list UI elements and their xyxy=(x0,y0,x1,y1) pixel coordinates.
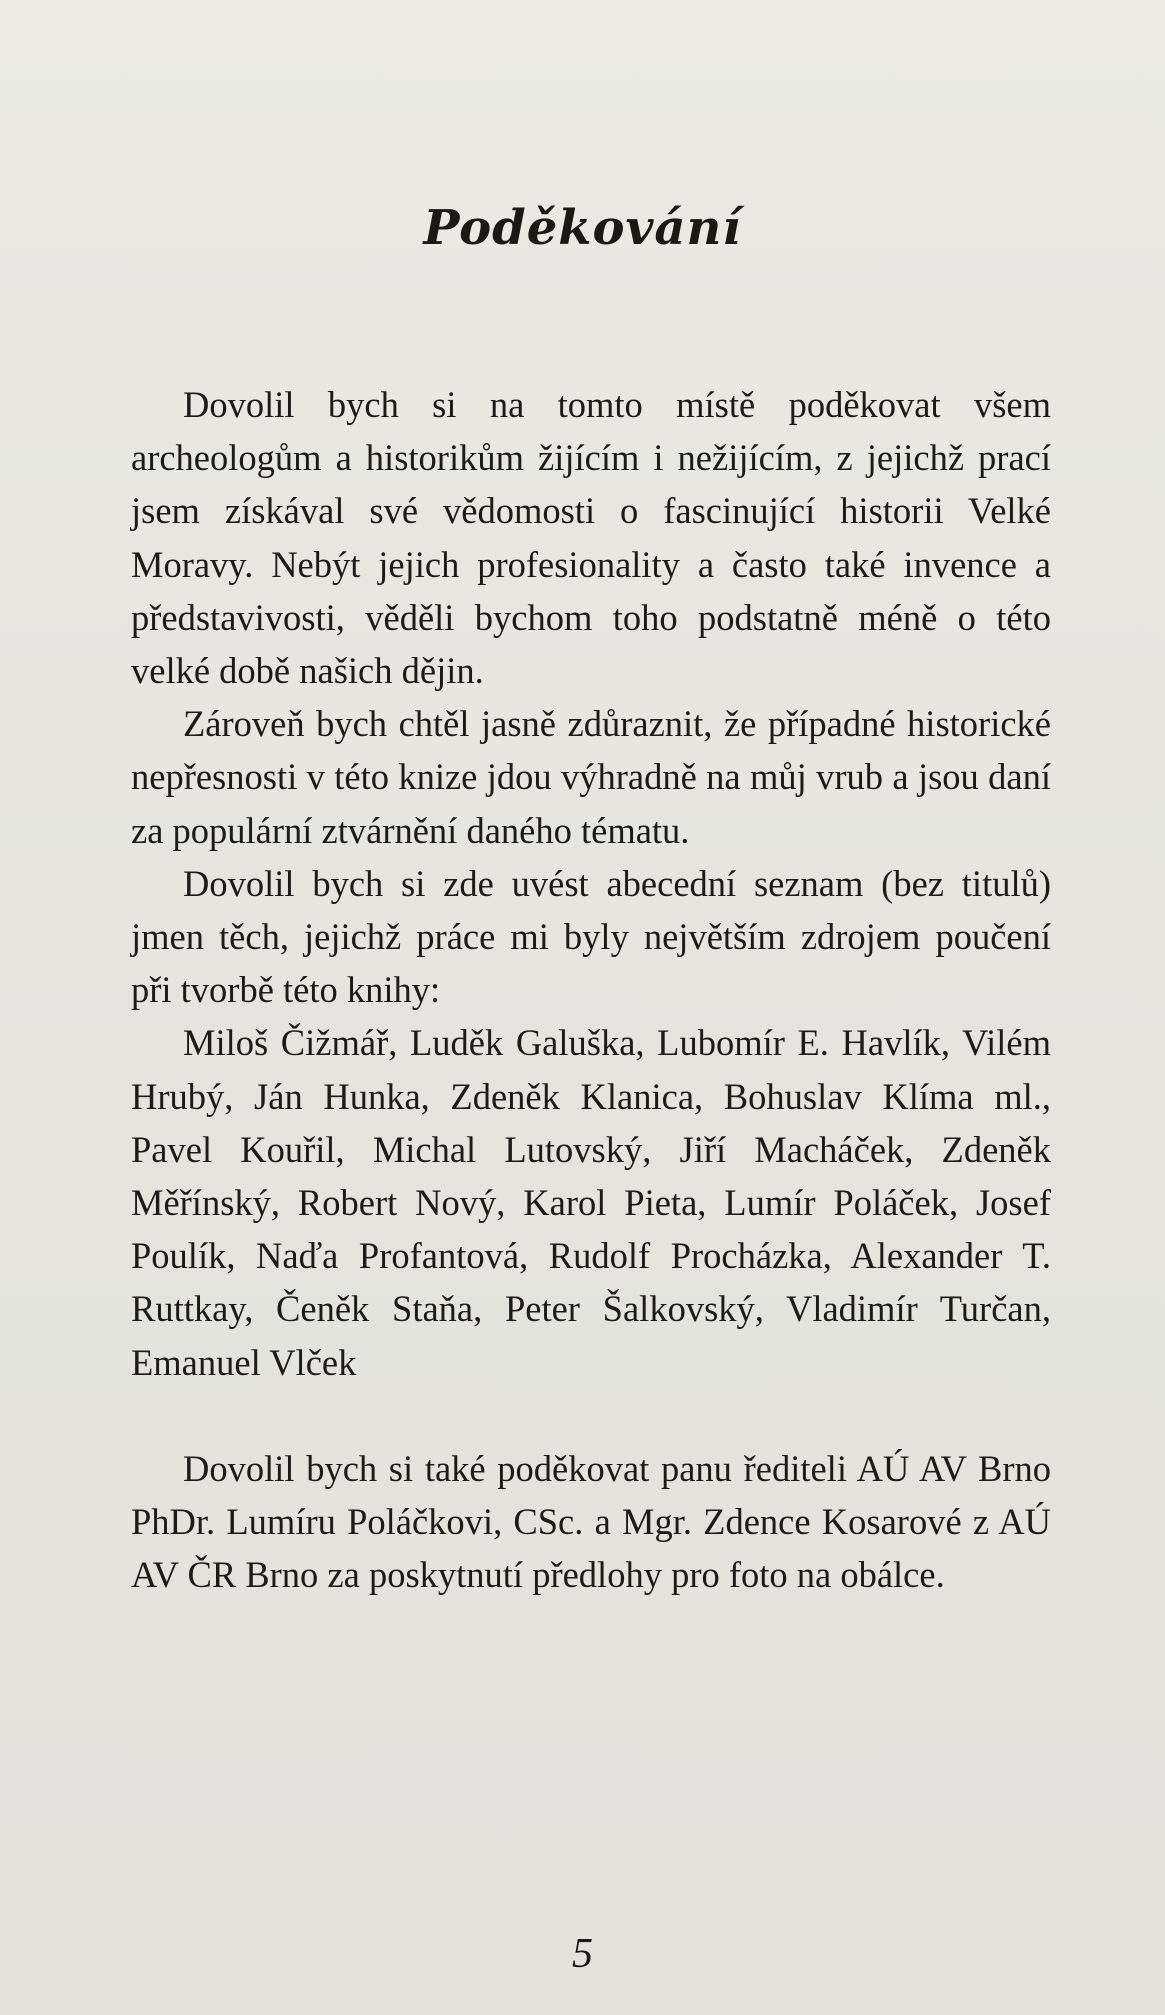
body-text xyxy=(131,378,1051,1601)
paragraph-list-intro: Dovolil bych si zde uvést abecední seznam (bez titulů) jmen těch, jejichž práce mi byly největším zdrojem poučení při tvorbě této knihy: xyxy=(131,862,1051,1011)
paragraph-inaccuracies: Zároveň bych chtěl jasně zdůraznit, že případné historické nepřesnosti v této knize jdou výhradně na můj vrub a jsou daní za populární ztvárnění daného tématu. xyxy=(131,703,1051,851)
page-number: 5 xyxy=(572,1931,593,1977)
paragraph-thanks-archaeologists: Dovolil bych si na tomto místě poděkovat všem archeologům a historikům žijícím i nežijícím, z jejichž prací jsem získával své vědomosti o fascinující historii Velké Moravy. Nebýt jejich profesionality a často také invence a představivosti, věděli bychom toho podstatně méně o této velké době našich dějin. xyxy=(131,384,1051,692)
paragraph-names-list: Miloš Čižmář, Luděk Galuška, Lubomír E. Havlík, Vilém Hrubý, Ján Hunka, Zdeněk Klanica, Bohuslav Klíma ml., Pavel Kouřil, Michal Lutovský, Jiří Macháček, Zdeněk Měřínský, Robert Nový, Karol Pieta, Lumír Poláček, Josef Poulík, Naďa Profantová, Rudolf Procházka, Alexander T. Ruttkay, Čeněk Staňa, Peter Šalkovský, Vladimír Turčan, Emanuel Vlček xyxy=(131,1022,1051,1383)
page-title: Poděkování xyxy=(423,200,742,256)
paragraph-thanks-director: Dovolil bych si také poděkovat panu řediteli AÚ AV Brno PhDr. Lumíru Poláčkovi, CSc. a Mgr. Zdence Kosarové z AÚ AV ČR Brno za poskytnutí předlohy pro foto na obálce. xyxy=(131,1447,1051,1596)
